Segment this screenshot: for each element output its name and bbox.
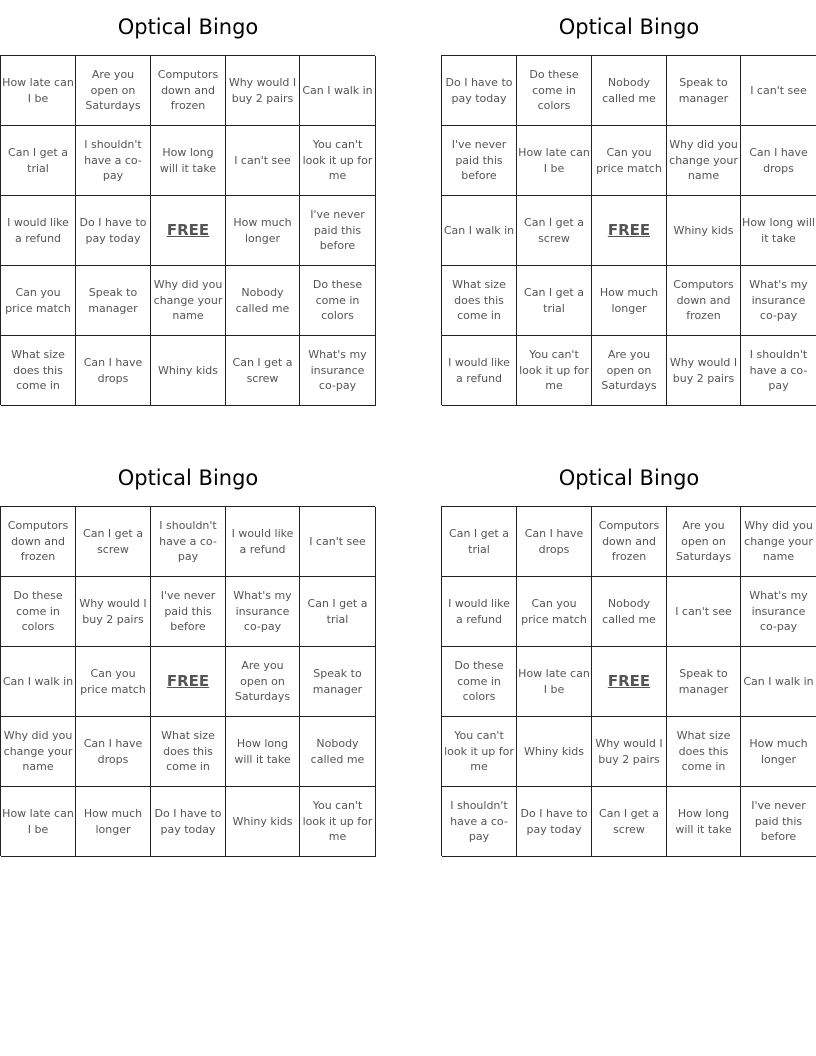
bingo-cell: You can't look it up for me <box>517 336 592 406</box>
bingo-cell: Can I get a trial <box>442 507 517 577</box>
bingo-cell: What size does this come in <box>151 717 226 787</box>
bingo-cell: What's my insurance co-pay <box>226 577 300 647</box>
card-title: Optical Bingo <box>117 15 259 39</box>
bingo-cell: Whiny kids <box>667 196 741 266</box>
bingo-cell: Can you price match <box>517 577 592 647</box>
bingo-cell: Can you price match <box>1 266 76 336</box>
bingo-cell: Computors down and frozen <box>667 266 741 336</box>
bingo-cell: How much longer <box>226 196 300 266</box>
bingo-cell: Why did you change your name <box>667 126 741 196</box>
bingo-cell: I can't see <box>300 507 376 577</box>
bingo-cell: Why would I buy 2 pairs <box>226 56 300 126</box>
bingo-cell: Speak to manager <box>300 647 376 717</box>
bingo-cell: Do I have to pay today <box>517 787 592 857</box>
bingo-cell: Can I have drops <box>76 717 151 787</box>
bingo-cell: Can I get a trial <box>1 126 76 196</box>
bingo-cell: What's my insurance co-pay <box>741 577 816 647</box>
bingo-cell: Can I get a trial <box>517 266 592 336</box>
free-space-cell: FREE <box>151 196 226 266</box>
bingo-grid <box>441 506 816 856</box>
bingo-cell: Why did you change your name <box>741 507 816 577</box>
bingo-cell: Whiny kids <box>517 717 592 787</box>
bingo-cell: I've never paid this before <box>151 577 226 647</box>
bingo-cell: I can't see <box>667 577 741 647</box>
bingo-cell: What's my insurance co-pay <box>741 266 816 336</box>
bingo-cell: How long will it take <box>151 126 226 196</box>
bingo-cell: Why would I buy 2 pairs <box>76 577 151 647</box>
bingo-cell: What size does this come in <box>442 266 517 336</box>
bingo-cell: I shouldn't have a co-pay <box>442 787 517 857</box>
bingo-cell: Nobody called me <box>300 717 376 787</box>
bingo-cell: Can I have drops <box>517 507 592 577</box>
bingo-cell: I shouldn't have a co-pay <box>741 336 816 406</box>
bingo-cell: Nobody called me <box>226 266 300 336</box>
bingo-cell: Nobody called me <box>592 577 667 647</box>
bingo-cell: Computors down and frozen <box>1 507 76 577</box>
free-space-cell: FREE <box>151 647 226 717</box>
bingo-cell: Can I get a screw <box>76 507 151 577</box>
bingo-cell: I can't see <box>741 56 816 126</box>
bingo-cell: Are you open on Saturdays <box>592 336 667 406</box>
bingo-cell: I can't see <box>226 126 300 196</box>
bingo-cell: Computors down and frozen <box>592 507 667 577</box>
bingo-cell: Why did you change your name <box>1 717 76 787</box>
bingo-cell: Why would I buy 2 pairs <box>667 336 741 406</box>
bingo-cell: Can you price match <box>76 647 151 717</box>
bingo-cell: Do I have to pay today <box>442 56 517 126</box>
bingo-cell: How much longer <box>741 717 816 787</box>
bingo-cell: Do these come in colors <box>442 647 517 717</box>
bingo-cell: Why did you change your name <box>151 266 226 336</box>
bingo-cell: I would like a refund <box>226 507 300 577</box>
bingo-cell: Are you open on Saturdays <box>667 507 741 577</box>
bingo-cell: How late can I be <box>1 56 76 126</box>
bingo-cell: Do I have to pay today <box>151 787 226 857</box>
card-title: Optical Bingo <box>117 466 259 490</box>
bingo-cell: I would like a refund <box>442 336 517 406</box>
bingo-cell: Are you open on Saturdays <box>226 647 300 717</box>
bingo-cell: Computors down and frozen <box>151 56 226 126</box>
bingo-cell: I've never paid this before <box>300 196 376 266</box>
bingo-cell: I've never paid this before <box>741 787 816 857</box>
bingo-grid <box>441 55 816 405</box>
bingo-cell: How long will it take <box>226 717 300 787</box>
bingo-cell: Are you open on Saturdays <box>76 56 151 126</box>
bingo-cell: Speak to manager <box>667 647 741 717</box>
bingo-cell: What size does this come in <box>1 336 76 406</box>
bingo-cell: I would like a refund <box>442 577 517 647</box>
bingo-cell: Nobody called me <box>592 56 667 126</box>
bingo-cell: Whiny kids <box>151 336 226 406</box>
card-title: Optical Bingo <box>558 466 700 490</box>
bingo-cell: How late can I be <box>1 787 76 857</box>
bingo-cell: I would like a refund <box>1 196 76 266</box>
bingo-grid <box>0 506 375 856</box>
bingo-cell: What's my insurance co-pay <box>300 336 376 406</box>
bingo-cell: How long will it take <box>667 787 741 857</box>
bingo-cell: I've never paid this before <box>442 126 517 196</box>
bingo-cell: You can't look it up for me <box>300 126 376 196</box>
bingo-cell: Can I have drops <box>741 126 816 196</box>
bingo-cell: Can I get a trial <box>300 577 376 647</box>
bingo-cell: I shouldn't have a co-pay <box>76 126 151 196</box>
bingo-cell: How much longer <box>592 266 667 336</box>
bingo-cell: How much longer <box>76 787 151 857</box>
free-space-cell: FREE <box>592 196 667 266</box>
bingo-cell: Speak to manager <box>76 266 151 336</box>
bingo-cell: Do I have to pay today <box>76 196 151 266</box>
bingo-cell: Do these come in colors <box>517 56 592 126</box>
free-space-cell: FREE <box>592 647 667 717</box>
bingo-cell: Do these come in colors <box>1 577 76 647</box>
bingo-cell: Can I get a screw <box>517 196 592 266</box>
bingo-cell: You can't look it up for me <box>300 787 376 857</box>
bingo-cell: Why would I buy 2 pairs <box>592 717 667 787</box>
bingo-cell: Can I walk in <box>300 56 376 126</box>
bingo-cell: What size does this come in <box>667 717 741 787</box>
bingo-cell: Do these come in colors <box>300 266 376 336</box>
bingo-cell: You can't look it up for me <box>442 717 517 787</box>
bingo-cell: Can I walk in <box>741 647 816 717</box>
bingo-cell: How late can I be <box>517 126 592 196</box>
bingo-cell: Can you price match <box>592 126 667 196</box>
bingo-grid <box>0 55 375 405</box>
bingo-cell: Can I walk in <box>442 196 517 266</box>
bingo-cell: How long will it take <box>741 196 816 266</box>
bingo-cell: Can I walk in <box>1 647 76 717</box>
bingo-cell: How late can I be <box>517 647 592 717</box>
bingo-cell: Speak to manager <box>667 56 741 126</box>
bingo-cell: Can I have drops <box>76 336 151 406</box>
bingo-cell: I shouldn't have a co-pay <box>151 507 226 577</box>
card-title: Optical Bingo <box>558 15 700 39</box>
bingo-cell: Whiny kids <box>226 787 300 857</box>
bingo-cell: Can I get a screw <box>592 787 667 857</box>
bingo-cell: Can I get a screw <box>226 336 300 406</box>
